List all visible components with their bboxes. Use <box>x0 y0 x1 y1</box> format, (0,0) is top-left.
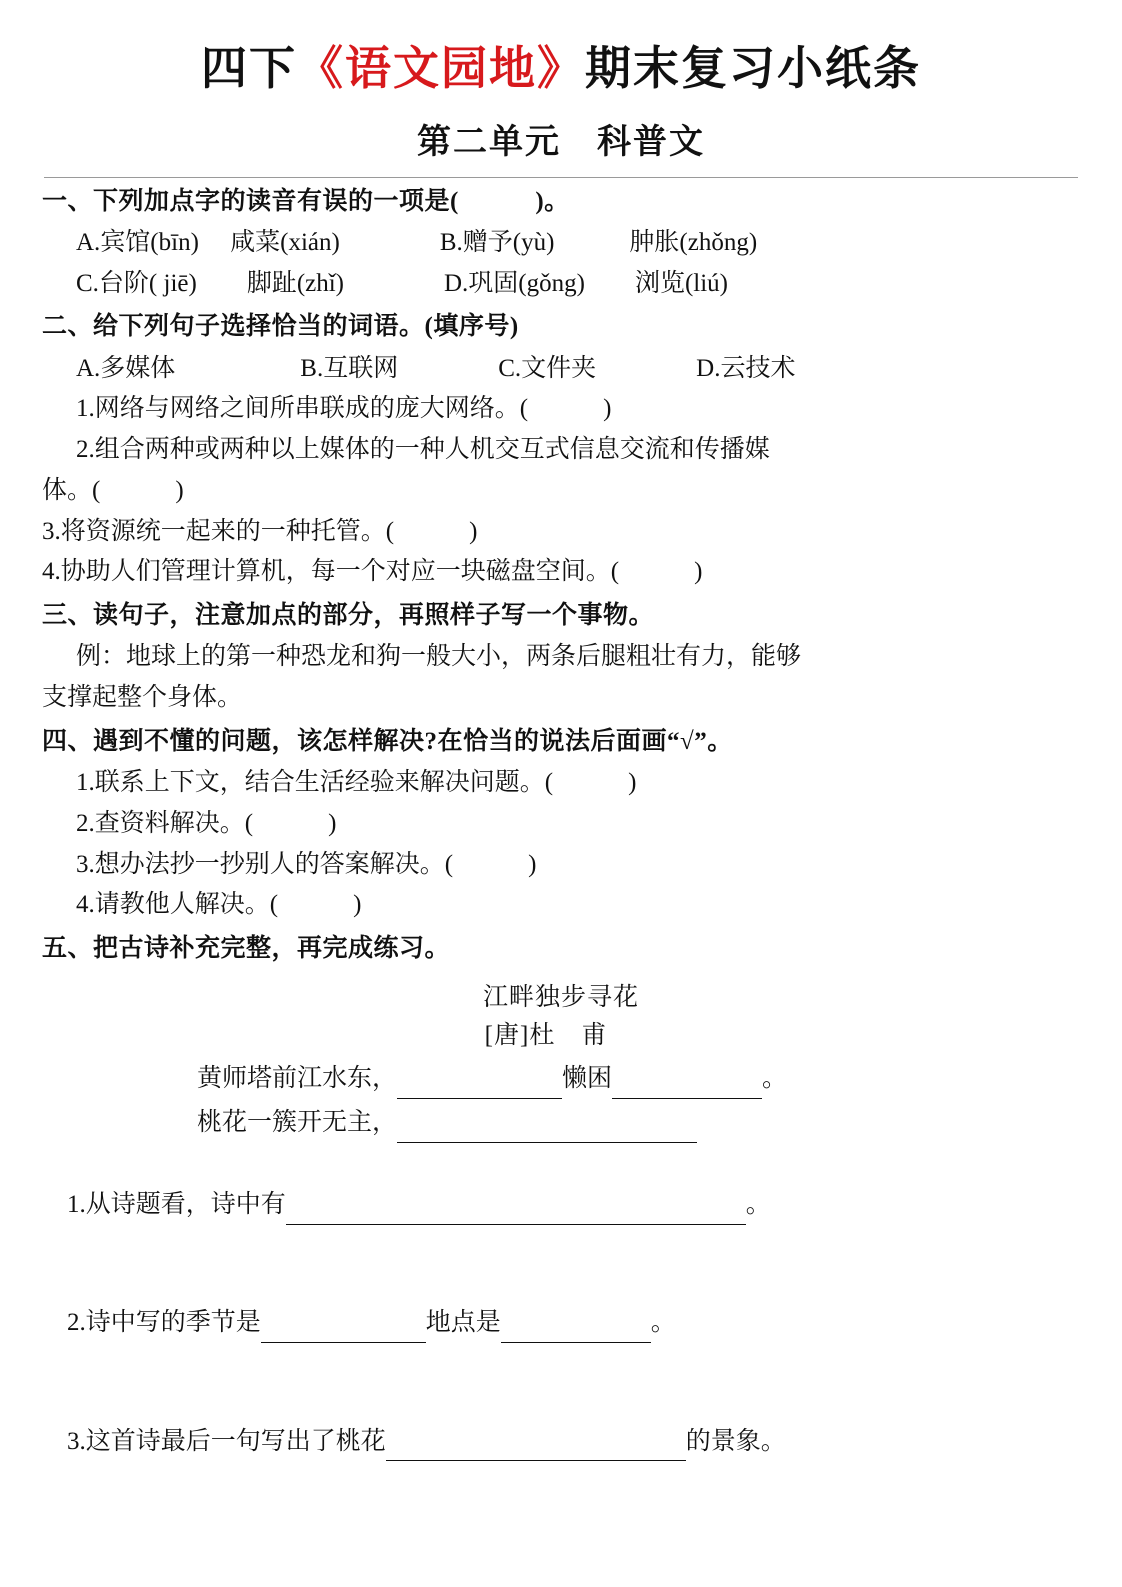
poem-question-3-end: 的景象。 <box>685 1427 786 1455</box>
question-3-example-line-2: 支撑起整个身体。 <box>42 684 243 711</box>
question-4-heading: 四、遇到不懂的问题，该怎样解决?在恰当的说法后面画“√”。 <box>42 727 733 755</box>
header-divider <box>44 177 1078 178</box>
poem-line-1 <box>42 1059 1080 1099</box>
poem-question-2-end: 。 <box>650 1309 676 1337</box>
poem-question-2-mid: 地点是 <box>425 1309 501 1337</box>
poem-line-1-end: 。 <box>762 1065 788 1093</box>
poem-question-1-label: 1.从诗题看，诗中有 <box>67 1191 286 1218</box>
question-4-item-4: 4.请教他人解决。( ) <box>76 891 362 919</box>
poem-line-2 <box>42 1103 1080 1143</box>
poem-question-2-label: 2.诗中写的季节是 <box>67 1309 261 1337</box>
question-4-item-2: 2.查资料解决。( ) <box>76 809 337 837</box>
poem-line-1-text: 黄师塔前江水东， <box>197 1065 398 1093</box>
question-2-item-2b: 体。( ) <box>42 476 184 504</box>
page-title <box>42 40 1080 98</box>
question-1-heading: 一、下列加点字的读音有误的一项是( )。 <box>42 187 570 215</box>
question-2-item-1: 1.网络与网络之间所串联成的庞大网络。( ) <box>76 395 612 423</box>
poem-line-2-blank-1[interactable] <box>397 1116 697 1143</box>
poem-author: [唐]杜 甫 <box>484 1022 608 1050</box>
poem-line-2-text: 桃花一簇开无主， <box>197 1109 398 1137</box>
title-highlight: 《语文园地》 <box>297 43 585 94</box>
question-2-item-2a: 2.组合两种或两种以上媒体的一种人机交互式信息交流和传播媒 <box>76 436 770 463</box>
question-4-item-1: 1.联系上下文，结合生活经验来解决问题。( ) <box>76 769 637 796</box>
poem-question-3-label: 3.这首诗最后一句写出了桃花 <box>67 1427 386 1455</box>
poem-title: 江畔独步寻花 <box>482 984 639 1012</box>
poem-question-3-blank[interactable] <box>386 1434 686 1461</box>
poem-line-1-blank-2[interactable] <box>612 1072 762 1099</box>
question-5-heading: 五、把古诗补充完整，再完成练习。 <box>42 935 451 962</box>
poem-question-1 <box>42 1147 1080 1263</box>
poem-question-3 <box>42 1384 1080 1500</box>
question-2-heading: 二、给下列句子选择恰当的词语。(填序号) <box>42 313 519 341</box>
question-3-example-line-1: 例：地球上的第一种恐龙和狗一般大小，两条后腿粗壮有力，能够 <box>76 643 802 671</box>
poem-line-1-blank-1[interactable] <box>397 1072 562 1099</box>
question-1-option-line-2: C.台阶( jiē) 脚趾(zhǐ) D.巩固(gǒng) 浏览(liú) <box>76 269 729 297</box>
title-suffix: 期末复习小纸条 <box>585 43 921 94</box>
question-3-heading: 三、读句子，注意加点的部分，再照样子写一个事物。 <box>42 602 655 629</box>
poem-question-1-blank[interactable] <box>286 1198 746 1225</box>
question-4-item-3: 3.想办法抄一抄别人的答案解决。( ) <box>76 850 537 878</box>
question-2-item-4: 4.协助人们管理计算机，每一个对应一块磁盘空间。( ) <box>42 558 703 586</box>
poem-question-1-end: 。 <box>745 1191 771 1218</box>
poem-question-2-blank-2[interactable] <box>501 1316 651 1343</box>
poem-question-2-blank-1[interactable] <box>261 1316 426 1343</box>
question-2-options: A.多媒体 B.互联网 C.文件夹 D.云技术 <box>76 354 796 382</box>
question-1-option-line-1: A.宾馆(bīn) 咸菜(xián) B.赠予(yù) 肿胀(zhǒng) <box>76 228 758 256</box>
title-prefix: 四下 <box>201 43 297 94</box>
question-2-item-3: 3.将资源统一起来的一种托管。( ) <box>42 517 478 545</box>
poem-line-1-word: 懒困 <box>562 1065 613 1093</box>
poem-question-2 <box>42 1266 1080 1382</box>
page-subtitle: 第二单元 科普文 <box>417 123 705 161</box>
